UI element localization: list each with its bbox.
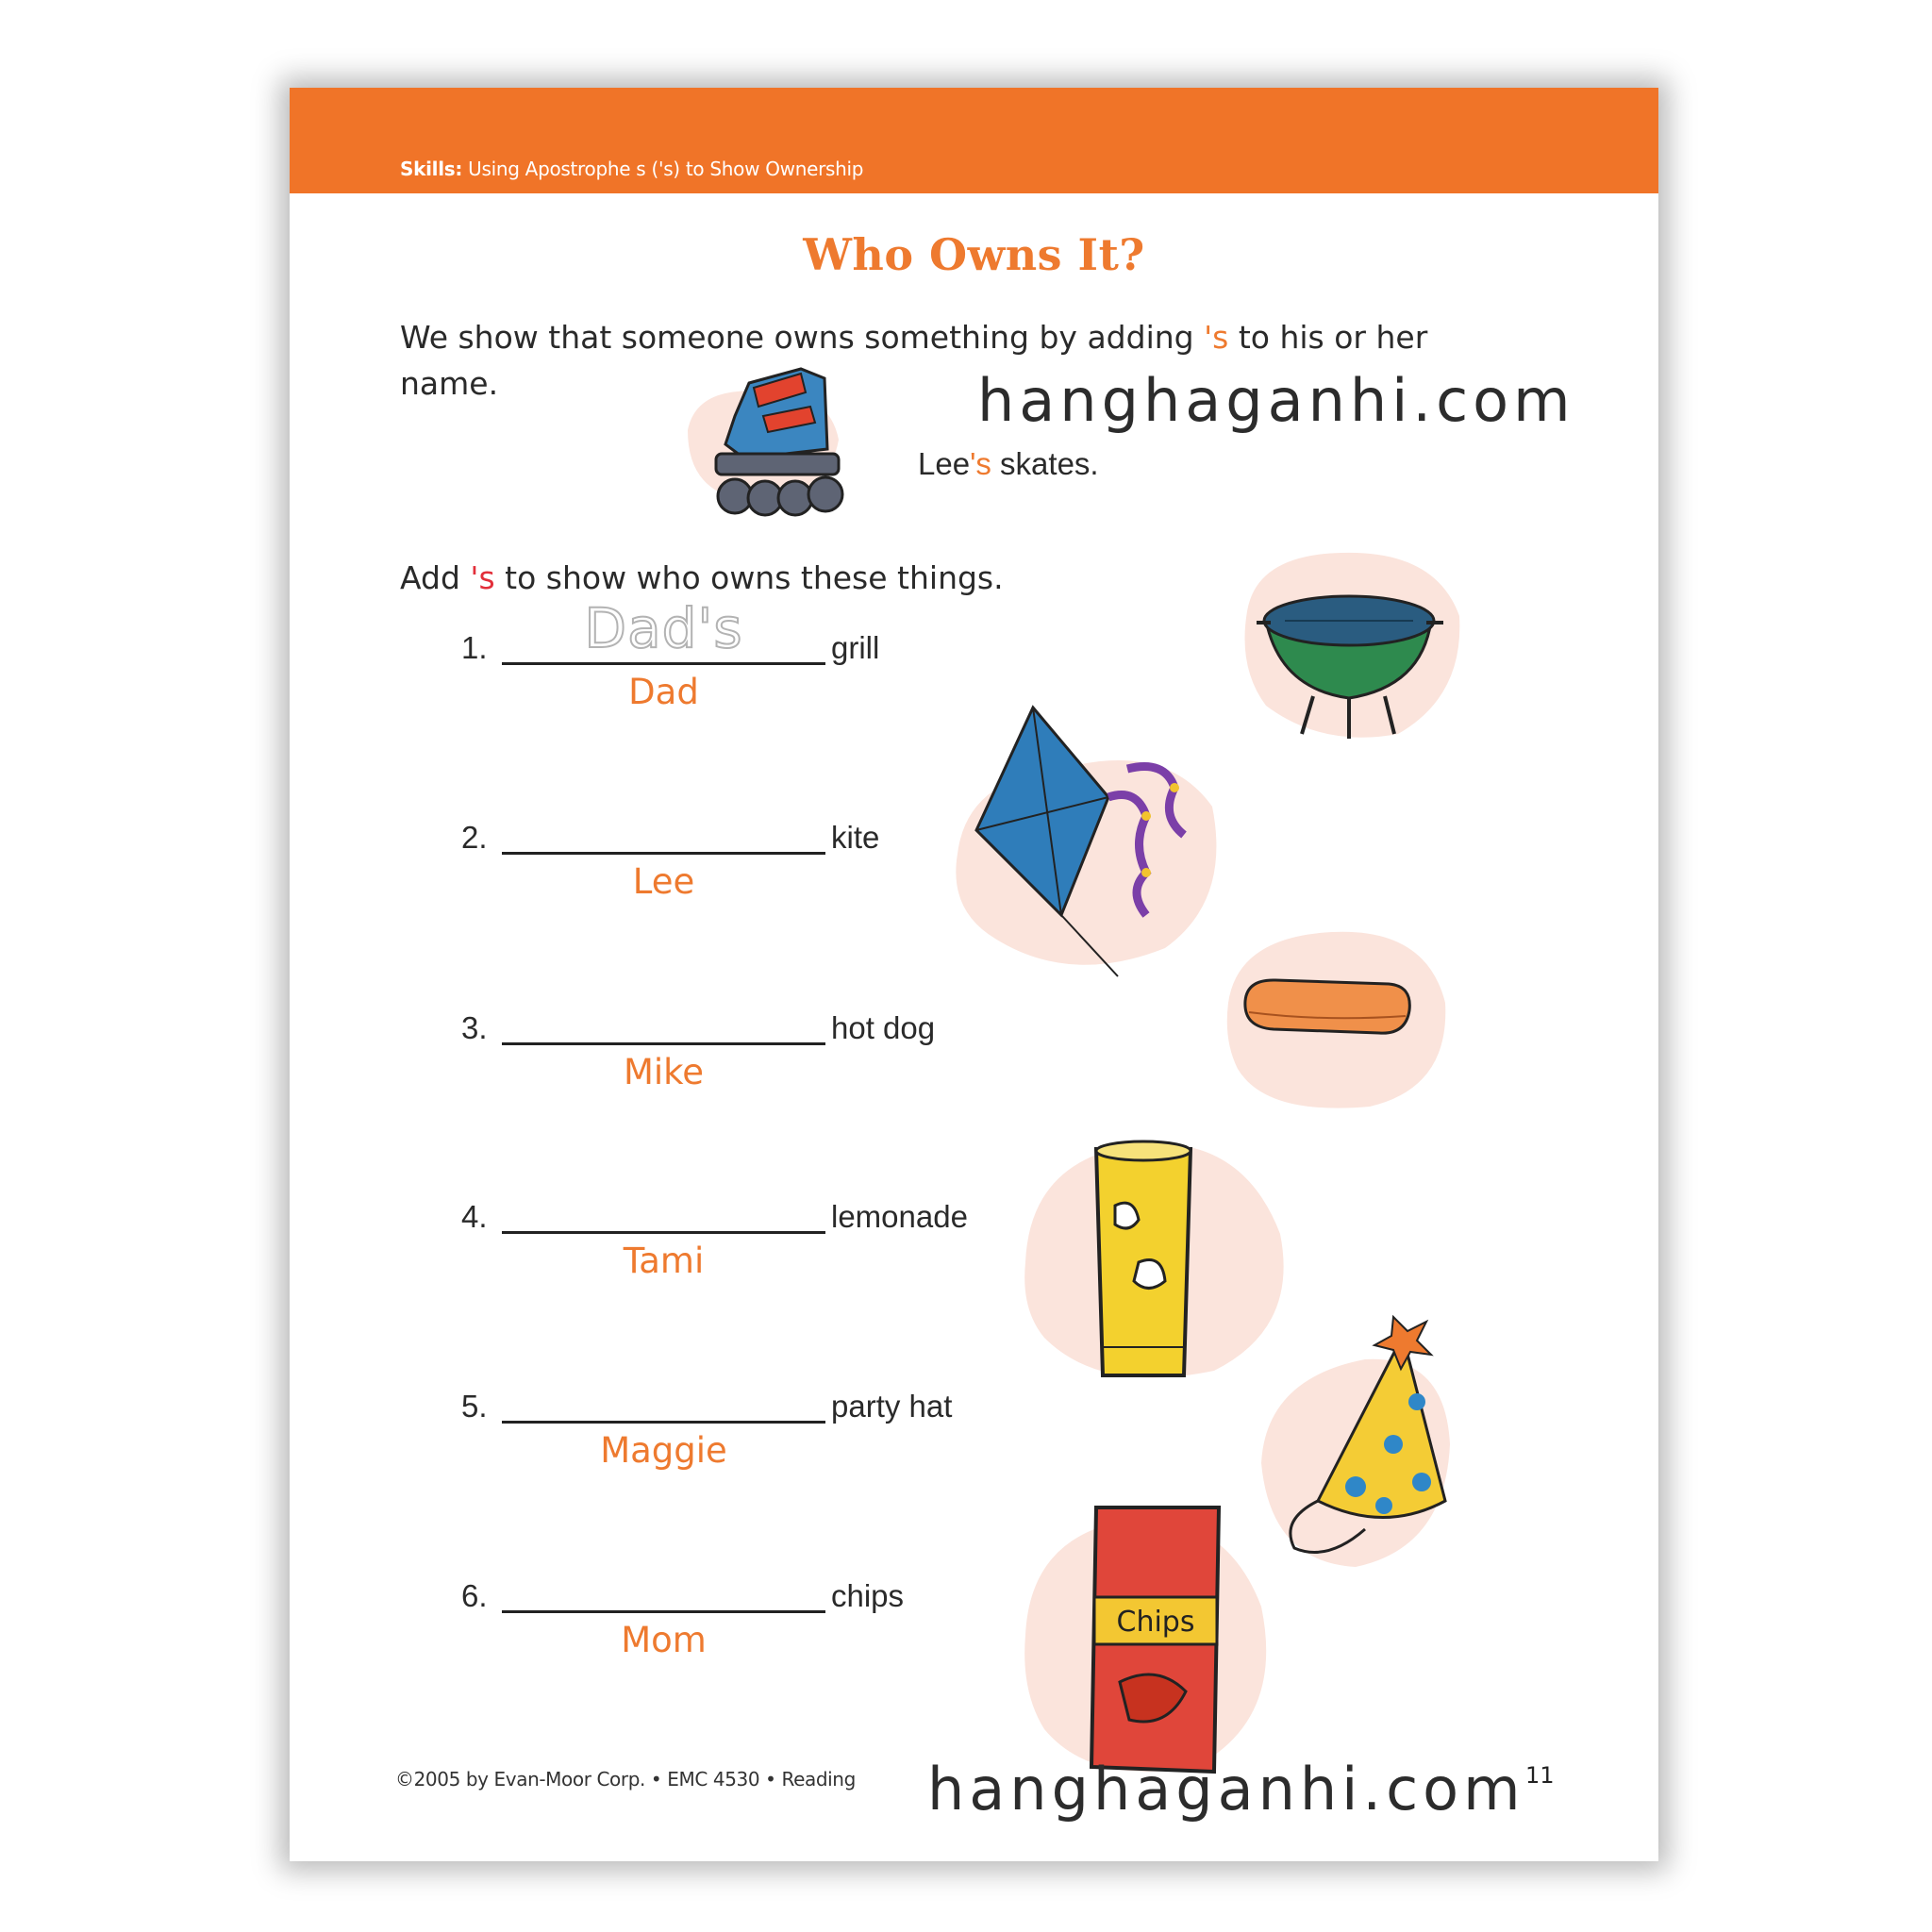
item-object: lemonade [831, 1199, 968, 1234]
owner-name: Mom [621, 1620, 707, 1660]
chips-bag-label: Chips [1116, 1606, 1195, 1639]
copyright-footer: ©2005 by Evan-Moor Corp. • EMC 4530 • Reading [395, 1768, 856, 1790]
header-banner [290, 88, 1658, 193]
skills-line [400, 158, 863, 180]
item-object: kite [831, 820, 880, 855]
owner-name: Lee [632, 861, 695, 902]
item-number: 5. [461, 1389, 488, 1424]
page-title: Who Owns It? [803, 229, 1145, 280]
page-number: 11 [1525, 1762, 1555, 1789]
item-number: 2. [461, 820, 488, 855]
answer-line[interactable] [502, 1421, 825, 1424]
kite-icon [929, 684, 1250, 1005]
watermark-top: hanghaganhi.com [977, 366, 1575, 435]
owner-name: Mike [623, 1052, 705, 1092]
exercise-item-6 [290, 1578, 1044, 1691]
intro-marker: 's [1204, 319, 1229, 356]
answer-line[interactable] [502, 852, 825, 855]
skills-text: Using Apostrophe s ('s) to Show Ownership [468, 158, 864, 180]
chips-bag-icon [1007, 1484, 1290, 1795]
owner-name: Maggie [600, 1430, 727, 1471]
answer-line[interactable] [502, 1610, 825, 1613]
item-object: hot dog [831, 1010, 936, 1045]
traced-answer: Dad's [584, 596, 743, 660]
roller-skate-icon [659, 364, 914, 543]
instruction-part1: Add [400, 559, 471, 596]
intro-part1: We show that someone owns something by adding [400, 319, 1205, 356]
exercise-item-3 [290, 1010, 1044, 1124]
example-object: skates. [991, 446, 1099, 481]
instruction-part2: to show who owns these things. [494, 559, 1004, 596]
item-object: grill [831, 630, 880, 665]
item-number: 1. [461, 630, 488, 665]
example-marker: 's [970, 446, 991, 481]
exercise-item-5 [290, 1389, 1044, 1502]
owner-name: Tami [623, 1241, 705, 1281]
hot-dog-bun-icon [1209, 918, 1464, 1125]
worksheet-page [290, 88, 1658, 1861]
item-number: 3. [461, 1010, 488, 1045]
example-phrase [918, 446, 1099, 482]
item-object: party hat [831, 1389, 953, 1424]
answer-line[interactable] [502, 1231, 825, 1234]
watermark-bottom: hanghaganhi.com [927, 1755, 1525, 1824]
answer-line[interactable] [502, 1042, 825, 1045]
owner-name: Dad [628, 672, 699, 712]
answer-line[interactable] [502, 662, 825, 665]
item-number: 4. [461, 1199, 488, 1234]
skills-label: Skills: [400, 158, 463, 180]
intro-part2: to his or her name. [400, 319, 1428, 402]
instruction-text [400, 559, 1004, 596]
grill-icon [1228, 545, 1474, 753]
instruction-marker: 's [470, 559, 495, 596]
item-number: 6. [461, 1578, 488, 1613]
example-name: Lee [918, 446, 971, 481]
item-object: chips [831, 1578, 905, 1613]
exercise-item-4 [290, 1199, 1044, 1312]
